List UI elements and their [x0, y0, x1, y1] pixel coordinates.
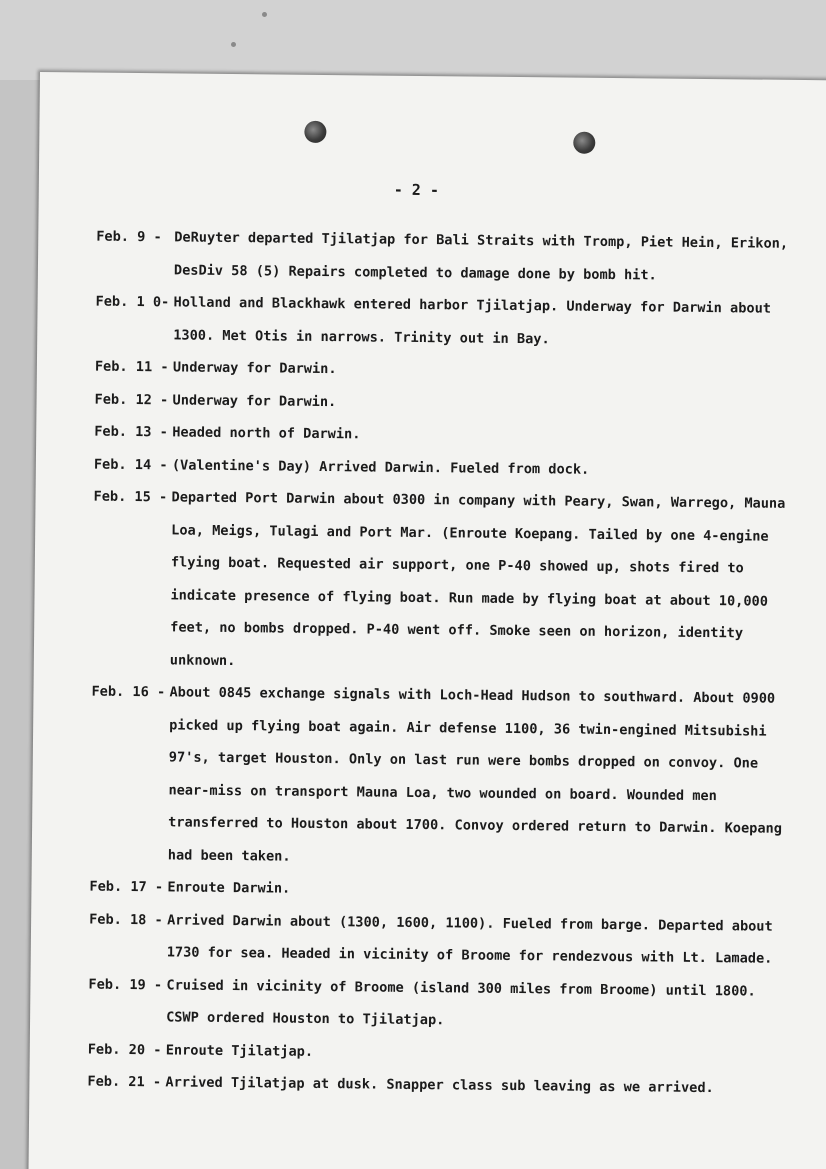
punch-hole-icon	[573, 132, 595, 154]
entry-text: Arrived Tjilatjap at dusk. Snapper class sub leaving as we arrived.	[165, 1074, 714, 1097]
log-entry	[88, 968, 789, 1040]
entry-text: Underway for Darwin.	[172, 391, 337, 410]
entry-date: Feb. 20 -	[87, 1041, 162, 1058]
log-entries	[87, 221, 796, 1106]
log-entry	[90, 676, 792, 878]
entry-text: Holland and Blackhawk entered harbor Tjilatjap. Underway for Darwin about 1300. Met Otis in narrows. Trinity out in Bay.	[173, 294, 772, 347]
entry-date: Feb. 21 -	[87, 1073, 162, 1091]
log-entry	[92, 481, 794, 683]
entry-date: Feb. 19 -	[88, 976, 163, 993]
entry-text: DeRuyter departed Tjilatjap for Bali Straits with Tromp, Piet Hein, Erikon, DesDiv 58 (5) Repairs completed to damage done by bomb hit.	[173, 229, 789, 283]
underlying-sheet	[0, 0, 826, 80]
log-entry	[95, 286, 796, 358]
scan-speck	[262, 12, 267, 17]
entry-date: Feb. 9 -	[96, 228, 162, 246]
log-entry	[89, 903, 790, 975]
entry-date: Feb. 16 -	[91, 683, 166, 701]
entry-text: Enroute Tjilatjap.	[165, 1041, 314, 1060]
entry-date: Feb. 1 0-	[95, 293, 170, 311]
scan-speck	[231, 42, 236, 47]
punch-hole-icon	[304, 121, 326, 143]
entry-text: Departed Port Darwin about 0300 in company with Peary, Swan, Warrego, Mauna Loa, Meigs, Tulagi and Port Mar. (Enroute Koepang. Tailed by one 4-engine flying boat. Requested air support, one P-40 showed up, shots fired to indicate presence of flying boat. Run made by flying boat at about 10,000 feet, no bombs dropped. P-40 went off. Smoke seen on horizon, identity unknown.	[169, 489, 786, 669]
entry-date: Feb. 14 -	[93, 456, 168, 473]
entry-date: Feb. 12 -	[94, 391, 169, 408]
entry-text: Cruised in vicinity of Broome (island 300 miles from Broome) until 1800. CSWP ordered Houston to Tjilatjap.	[166, 976, 756, 1029]
document-page	[28, 72, 826, 1169]
entry-text: Enroute Darwin.	[167, 879, 291, 897]
entry-text: Arrived Darwin about (1300, 1600, 1100). Fueled from barge. Departed about 1730 for sea. Headed in vicinity of Broome for rendezvous with Lt. Lamade.	[166, 911, 773, 967]
entry-text: (Valentine's Day) Arrived Darwin. Fueled from dock.	[171, 456, 590, 478]
entry-date: Feb. 17 -	[89, 878, 164, 896]
log-entry	[87, 1066, 787, 1106]
entry-text: Headed north of Darwin.	[172, 424, 361, 443]
log-entry	[96, 221, 797, 293]
entry-text: Underway for Darwin.	[172, 359, 337, 378]
page-number: - 2 -	[393, 180, 440, 200]
entry-text: About 0845 exchange signals with Loch-Head Hudson to southward. About 0900 picked up flying boat again. Air defense 1100, 36 twin-engined Mitsubishi 97's, target Houston. Only on last run were bombs dropped on convoy. One near-miss on transport Mauna Loa, two wounded on board. Wounded men transferred to Houston about 1700. Convoy ordered return to Darwin. Koepang had been taken.	[167, 684, 783, 865]
entry-date: Feb. 13 -	[94, 423, 168, 441]
entry-date: Feb. 11 -	[94, 358, 169, 376]
entry-date: Feb. 18 -	[89, 911, 163, 928]
entry-date: Feb. 15 -	[93, 488, 168, 506]
